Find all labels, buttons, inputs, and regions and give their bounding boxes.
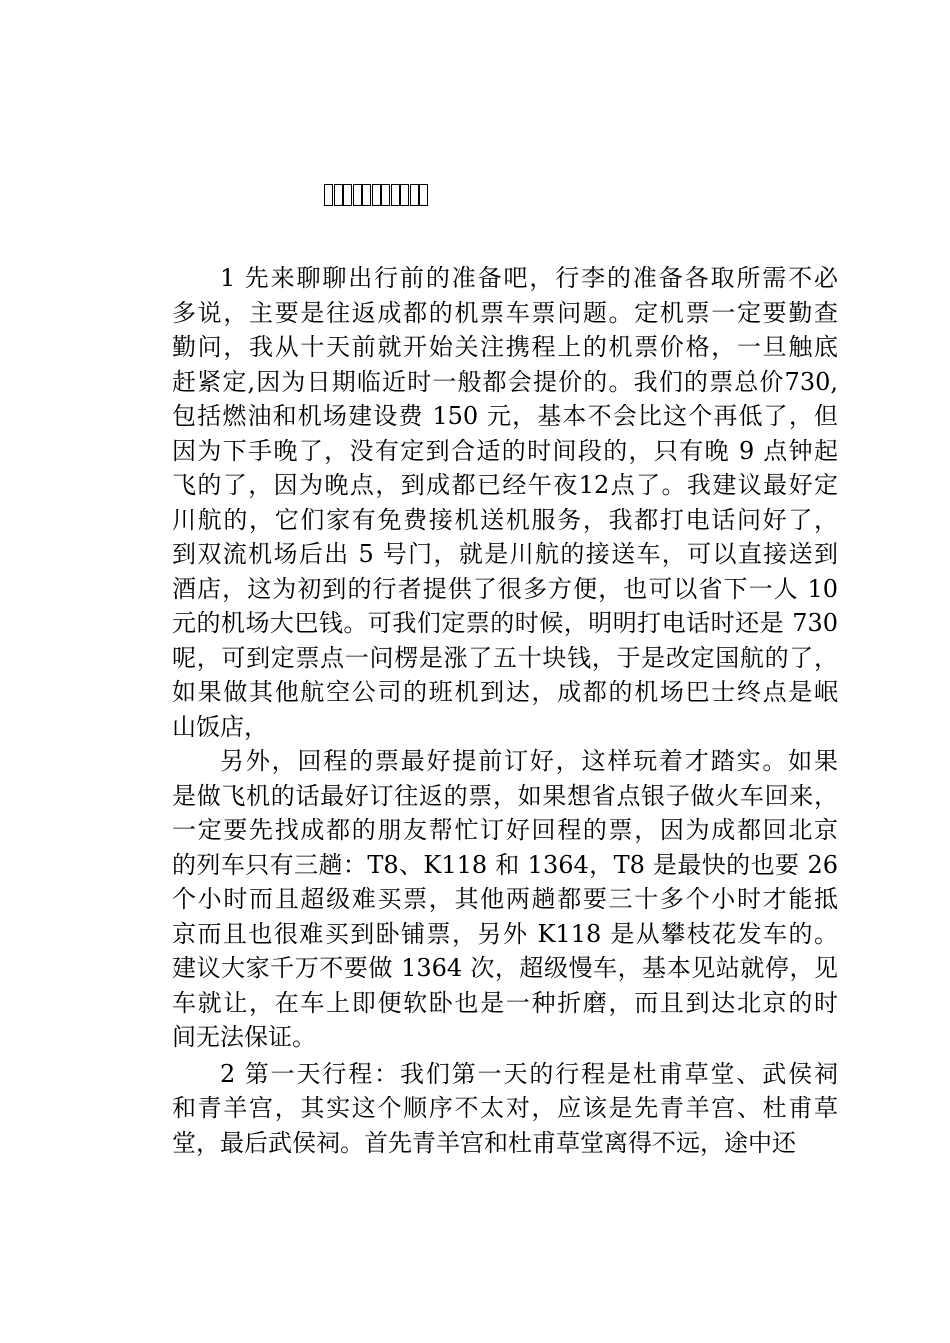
text-line: 山饭店， [172, 712, 268, 741]
missing-glyph-box [353, 184, 362, 206]
missing-glyph-box [334, 184, 343, 206]
missing-glyph-box [400, 184, 409, 206]
text-line: 2 第一天行程：我们第一天的行程是杜甫草堂、武侯祠 [220, 1059, 838, 1088]
text-line: 一定要先找成都的朋友帮忙订好回程的票，因为成都回北京 [172, 816, 838, 844]
text-line: 建议大家千万不要做 1364 次，超级慢车，基本见站就停，见 [172, 954, 838, 982]
text-line: 的列车只有三趟：T8、K118 和 1364，T8 是最快的也要 26 [172, 850, 838, 879]
text-line: 呢，可到定票点一问楞是涨了五十块钱，于是改定国航的了， [172, 643, 838, 672]
missing-glyph-box [324, 184, 333, 206]
missing-glyph-box [362, 184, 371, 206]
text-line: 勤问，我从十天前就开始关注携程上的机票价格，一旦触底 [172, 333, 838, 361]
text-line: 另外，回程的票最好提前订好，这样玩着才踏实。如果 [220, 747, 838, 775]
text-line: 如果做其他航空公司的班机到达，成都的机场巴士终点是岷 [172, 678, 838, 706]
text-line: 元的机场大巴钱。可我们定票的时候，明明打电话时还是 730 [172, 609, 838, 637]
text-line: 包括燃油和机场建设费 150 元，基本不会比这个再低了，但 [172, 402, 838, 430]
document-body [172, 261, 838, 1160]
text-line: 酒店，这为初到的行者提供了很多方便，也可以省下一人 10 [172, 574, 838, 603]
text-line: 堂，最后武侯祠。首先青羊宫和杜甫草堂离得不远，途中还 [172, 1128, 796, 1157]
text-line: 是做飞机的话最好订往返的票，如果想省点银子做火车回来， [172, 781, 838, 810]
text-line: 1 先来聊聊出行前的准备吧，行李的准备各取所需不必 [220, 264, 838, 292]
text-line: 京而且也很难买到卧铺票，另外 K118 是从攀枝花发车的。 [172, 919, 838, 948]
document-title [324, 184, 430, 212]
text-line: 川航的，它们家有免费接机送机服务，我都打电话问好了， [172, 505, 838, 534]
missing-glyph-box [381, 184, 390, 206]
paragraph [172, 744, 838, 1055]
text-line: 到双流机场后出 5 号门，就是川航的接送车，可以直接送到 [172, 540, 838, 568]
paragraph [172, 261, 838, 744]
missing-glyph-box [391, 184, 400, 206]
missing-glyph-box [372, 184, 381, 206]
text-line: 车就让，在车上即便软卧也是一种折磨，而且到达北京的时 [172, 988, 838, 1017]
missing-glyph-box [410, 184, 419, 206]
text-line: 间无法保证。 [172, 1023, 316, 1051]
paragraph [172, 1057, 838, 1161]
missing-glyph-box [419, 184, 428, 206]
text-line: 赶紧定,因为日期临近时一般都会提价的。我们的票总价730, [172, 367, 838, 396]
text-line: 飞的了，因为晚点，到成都已经午夜12点了。我建议最好定 [172, 471, 838, 499]
text-line: 多说，主要是往返成都的机票车票问题。定机票一定要勤查 [172, 298, 838, 327]
missing-glyph-box [343, 184, 352, 206]
text-line: 因为下手晚了，没有定到合适的时间段的，只有晚 9 点钟起 [172, 436, 838, 465]
text-line: 个小时而且超级难买票，其他两趟都要三十多个小时才能抵 [172, 885, 838, 913]
text-line: 和青羊宫，其实这个顺序不太对，应该是先青羊宫、杜甫草 [172, 1094, 838, 1122]
